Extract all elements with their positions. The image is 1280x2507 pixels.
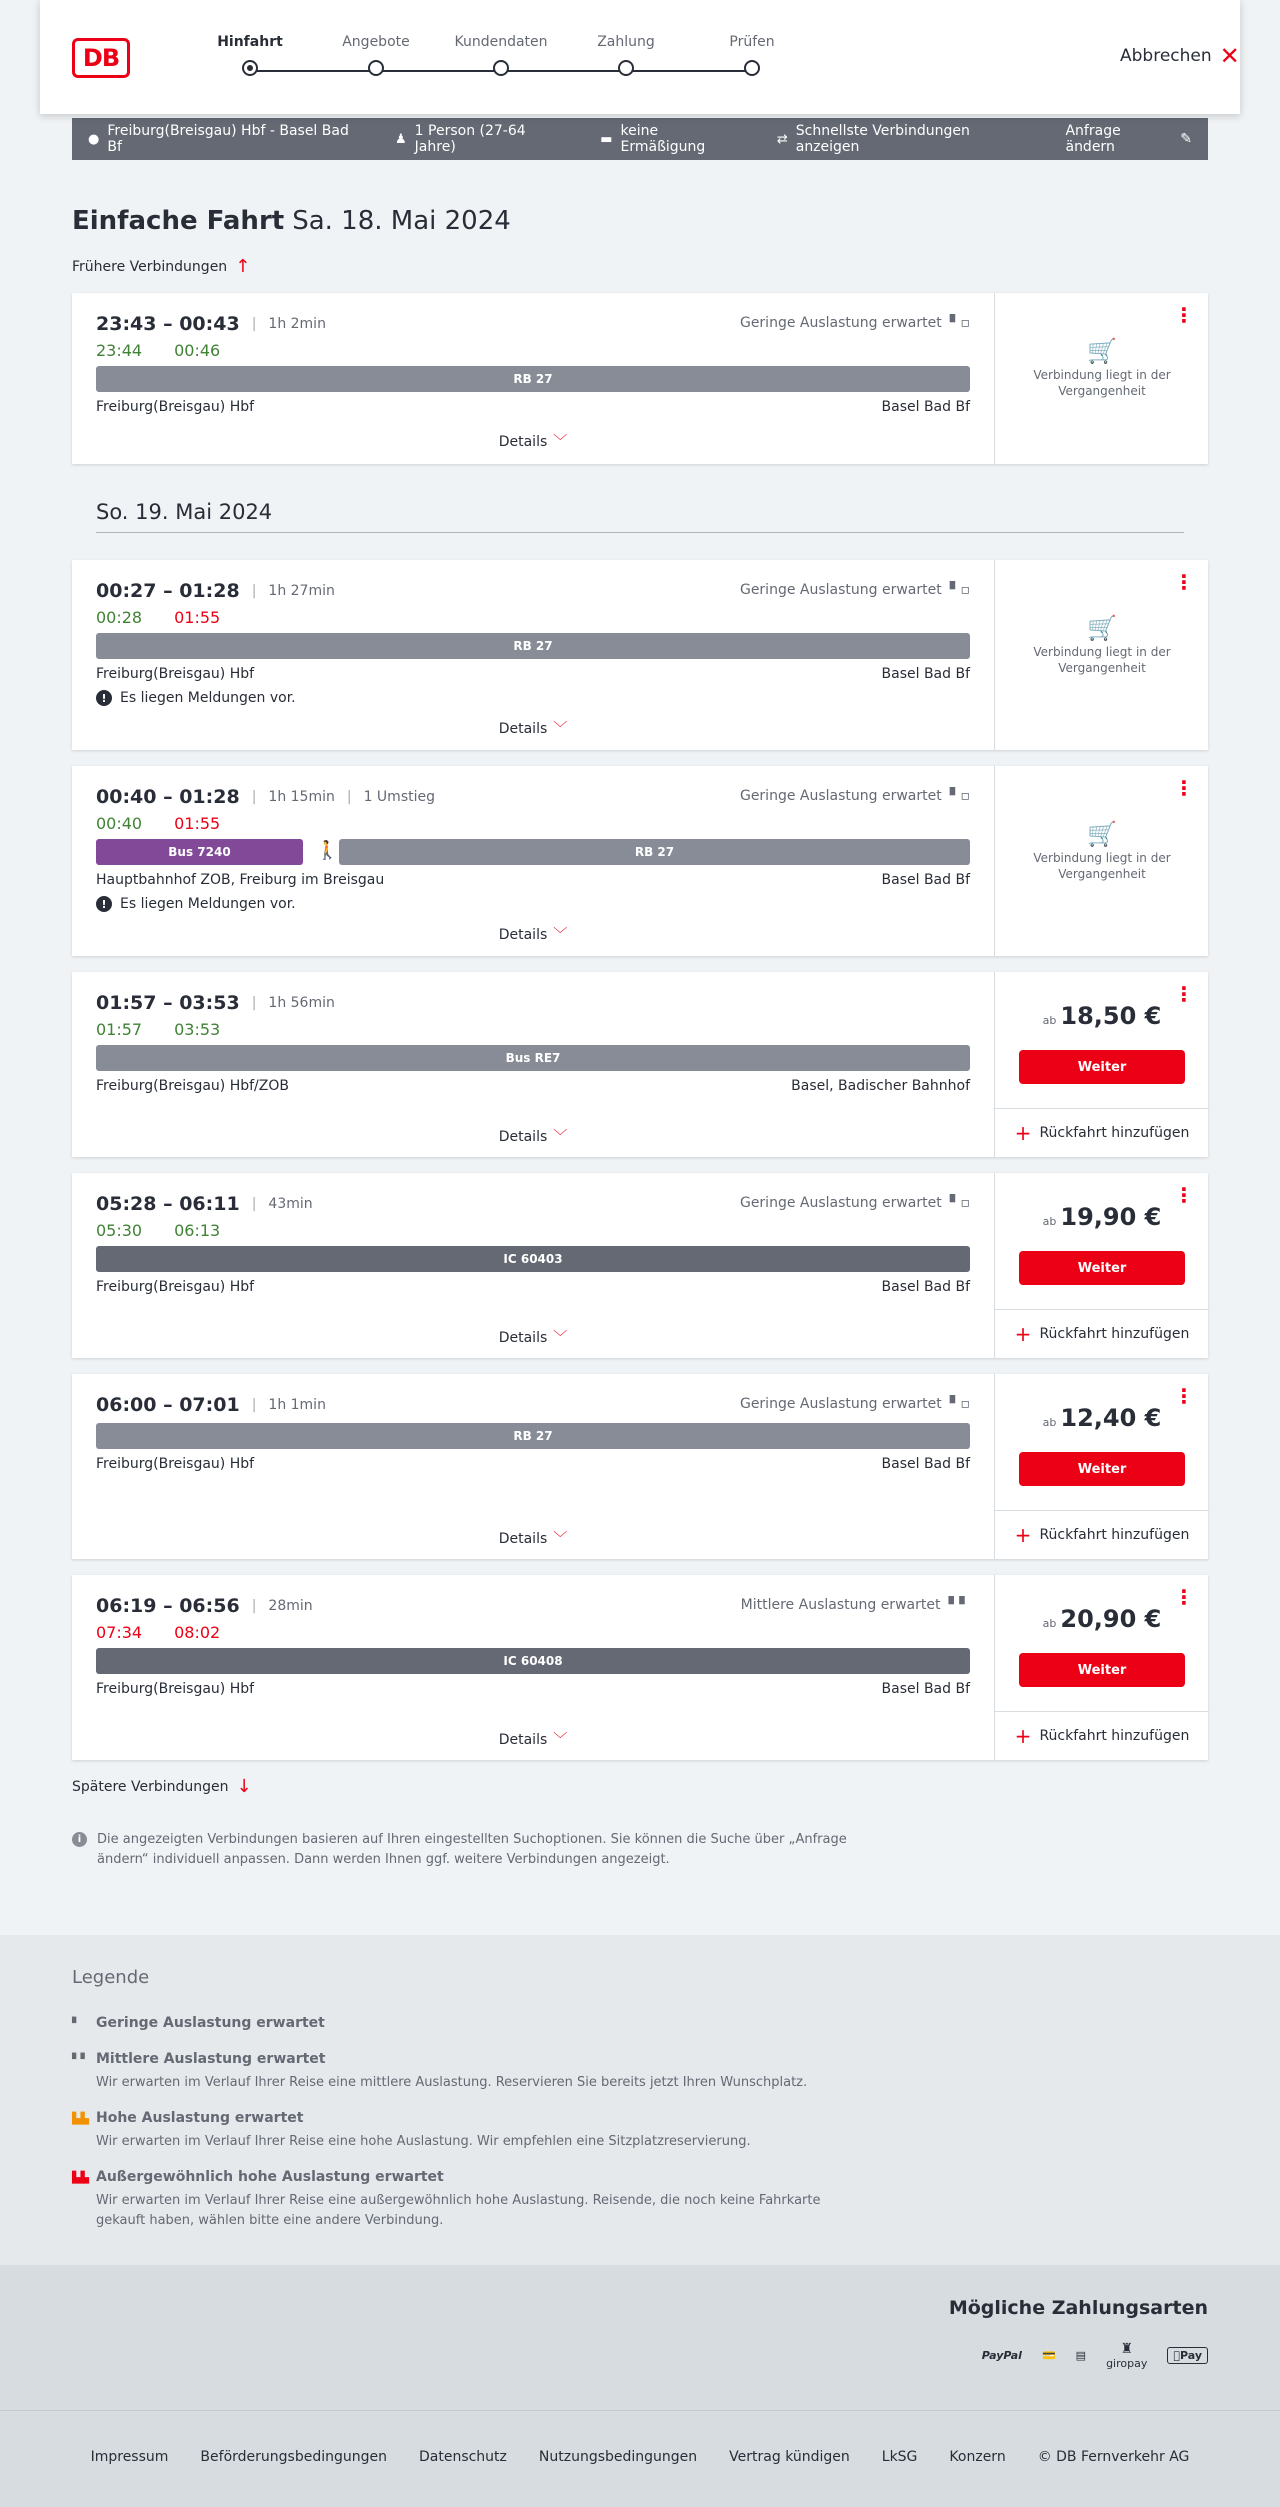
footer-link-impressum[interactable]: Impressum [90,2449,169,2465]
connection-main: 01:57 – 03:53 | 1h 56min 01:57 03:53 Bus RE7 Freiburg(Breisgau) Hbf/ZOB Basel, Badischer Bahnhof Details ﹀ [72,972,994,1157]
load-low-icon: ▘▫ [949,788,970,804]
step-label: Angebote [342,34,410,50]
connection-main: 06:19 – 06:56 | 28min 07:34 08:02 Mittlere Auslastung erwartet ▘▘ IC 60408 Freiburg(Breisgau) Hbf Basel Bad Bf Details ﹀ [72,1575,994,1760]
paypal-icon: PayPal [981,2349,1022,2362]
cancel-label: Abbrechen [1120,46,1212,66]
change-request-label: Anfrage ändern [1065,123,1121,155]
transfer-count: 1 Umstieg [363,789,435,805]
price [995,1002,1209,1030]
details-button[interactable] [72,1327,994,1347]
more-options-icon[interactable]: ⋮ [1174,570,1194,594]
cart-icon: 🛒 [1087,820,1117,848]
add-return-label: Rückfahrt hinzufügen [1039,1727,1190,1744]
departure-station: Freiburg(Breisgau) Hbf [96,1456,255,1472]
details-label: Details [498,721,548,737]
info-note [72,1830,852,1870]
connection-card [72,560,1208,750]
load-label: Geringe Auslastung erwartet [739,1195,942,1211]
realtime-arrival: 01:55 [174,814,221,833]
progress-steps [210,34,775,84]
trip-date: Sa. 18. Mai 2024 [292,206,511,236]
load-low-icon: ▘▫ [949,1195,970,1211]
details-button[interactable] [72,1528,994,1548]
past-text: Verbindung liegt in der Vergangenheit [1033,851,1171,881]
connection-card [72,1173,1208,1358]
train-bar[interactable]: RB 27 [96,1423,970,1449]
person-icon: ♟ [395,131,407,147]
arrow-down-icon: ↓ [236,1776,252,1797]
exclamation-icon: ! [96,690,112,706]
footer-link-nutzungsbedingungen[interactable]: Nutzungsbedingungen [538,2449,698,2465]
add-return-button[interactable] [995,1309,1209,1357]
connection-card [72,1575,1208,1760]
load-label: Geringe Auslastung erwartet [739,1396,942,1412]
exclamation-icon: ! [96,896,112,912]
connection-card [72,293,1208,464]
connection-duration: 1h 27min [268,583,335,599]
legend-title: Legende [72,1967,150,1988]
step-dot [368,60,384,76]
payment-methods [0,2265,1280,2410]
chevron-down-icon: ﹀ [553,1330,568,1346]
step-pruefen [697,34,807,76]
more-options-icon[interactable]: ⋮ [1174,982,1194,1006]
continue-button[interactable]: Weiter [1019,1251,1185,1285]
departure-station: Hauptbahnhof ZOB, Freiburg im Breisgau [96,872,385,888]
connection-duration: 1h 2min [268,316,326,332]
cancel-button[interactable] [1120,44,1240,68]
cart-icon: 🛒 [1087,614,1117,642]
footer-nav [0,2449,1280,2465]
load-label: Mittlere Auslastung erwartet [740,1597,941,1613]
details-label: Details [498,1129,548,1145]
realtime-arrival: 00:46 [174,341,221,360]
request-summary-bar [72,118,1208,160]
price-value: 12,40 € [1060,1404,1162,1432]
walk-icon: 🚶 [316,840,339,861]
price-prefix: ab [1042,1215,1057,1228]
realtime-arrival: 08:02 [174,1623,221,1642]
add-return-button[interactable] [995,1510,1209,1558]
realtime-arrival: 01:55 [174,608,221,627]
later-connections-link[interactable] [72,1776,252,1797]
step-hinfahrt [195,34,305,76]
price-prefix: ab [1042,1014,1057,1027]
departure-station: Freiburg(Breisgau) Hbf [96,1681,255,1697]
load-label: Geringe Auslastung erwartet [739,315,942,331]
request-fastest: Schnellste Verbindungen anzeigen [795,123,970,155]
more-options-icon[interactable]: ⋮ [1174,1384,1194,1408]
cart-icon: 🛒 [1087,337,1117,365]
step-dot [242,60,258,76]
realtime-departure: 07:34 [96,1623,143,1642]
arrival-station: Basel Bad Bf [881,1279,970,1295]
connection-main: 06:00 – 07:01 | 1h 1min Geringe Auslastung erwartet ▘▫ RB 27 Freiburg(Breisgau) Hbf Basel Bad Bf Details ﹀ [72,1374,994,1559]
load-low-icon: ▘▫ [949,315,970,331]
departure-station: Freiburg(Breisgau) Hbf [96,399,255,415]
chevron-down-icon: ﹀ [553,1531,568,1547]
legend-item-title: Hohe Auslastung erwartet [96,2110,304,2126]
connection-main: 00:27 – 01:28 | 1h 27min 00:28 01:55 Geringe Auslastung erwartet ▘▫ RB 27 Freiburg(Breisgau) Hbf Basel Bad Bf ! Es liegen Meldungen vor. Details ﹀ [72,560,994,750]
step-angebote [321,34,431,76]
connection-side [994,293,1208,464]
departure-station: Freiburg(Breisgau) Hbf [96,1279,255,1295]
plus-icon: + [1014,1120,1032,1145]
realtime-departure: 05:30 [96,1221,143,1240]
load-low-icon: ▘▫ [949,582,970,598]
apple-pay-icon [1167,2347,1208,2364]
info-text: Die angezeigten Verbindungen basieren auf Ihren eingestellten Suchoptionen. Sie können die Suche über „Anfrage ändern“ individuell anpassen. Dann werden Ihnen ggf. weitere Verbindungen angezeigt. [97,1832,847,1867]
arrival-station: Basel Bad Bf [881,872,970,888]
sepa-icon: ▤ [1075,2349,1087,2362]
header [40,0,1240,114]
credit-card-icon: 💳 [1041,2349,1056,2362]
arrival-station: Basel Bad Bf [881,399,970,415]
train-bar[interactable]: RB 27 [339,839,970,865]
chevron-down-icon: ﹀ [553,434,568,450]
giropay-label: giropay [1106,2357,1148,2370]
connection-duration: 1h 1min [268,1397,326,1413]
notice-text: Es liegen Meldungen vor. [120,690,296,706]
arrow-up-icon: ↑ [235,256,251,277]
earlier-connections-link[interactable] [72,256,250,277]
connection-time: 01:57 – 03:53 [96,992,240,1014]
continue-button[interactable]: Weiter [1019,1050,1185,1084]
chevron-down-icon: ﹀ [553,721,568,737]
connection-card [72,1374,1208,1559]
add-return-button[interactable] [995,1108,1209,1156]
realtime-departure: 01:57 [96,1020,143,1039]
continue-button[interactable]: Weiter [1019,1653,1185,1687]
past-connection-note [995,820,1209,882]
connection-side [994,766,1208,956]
connection-time: 05:28 – 06:11 [96,1193,240,1215]
past-connection-note [995,337,1209,399]
payment-title: Mögliche Zahlungsarten [948,2297,1208,2319]
connection-side [994,1374,1208,1559]
add-return-label: Rückfahrt hinzufügen [1039,1124,1190,1141]
connection-side [994,972,1208,1157]
load-high-icon: ▙▙ [72,2111,89,2125]
continue-button[interactable]: Weiter [1019,1452,1185,1486]
chevron-down-icon: ﹀ [553,1129,568,1145]
legend-item-title: Mittlere Auslastung erwartet [96,2051,326,2067]
footer-copyright: © DB Fernverkehr AG [1037,2449,1190,2465]
footer-link-befoerderungsbedingungen[interactable]: Beförderungsbedingungen [200,2449,387,2465]
step-dot [493,60,509,76]
step-label: Prüfen [729,34,775,50]
add-return-button[interactable] [995,1711,1209,1759]
load-medium-icon: ▘▘ [948,1597,970,1613]
footer [0,2410,1280,2507]
notice [96,690,296,706]
giropay-icon: ♜ giropay [1106,2341,1148,2370]
add-return-label: Rückfahrt hinzufügen [1039,1526,1190,1543]
price-value: 20,90 € [1060,1605,1162,1633]
chevron-down-icon: ﹀ [553,927,568,943]
step-label: Hinfahrt [217,34,283,50]
apple-pay-label: Pay [1179,2349,1202,2362]
more-options-icon[interactable]: ⋮ [1174,1585,1194,1609]
connection-duration: 1h 15min [268,789,335,805]
realtime-arrival: 03:53 [174,1020,221,1039]
details-label: Details [498,927,548,943]
page-title [72,206,511,236]
more-options-icon[interactable]: ⋮ [1174,1183,1194,1207]
train-bar[interactable]: Bus RE7 [96,1045,970,1071]
realtime-departure: 00:40 [96,814,143,833]
load-exceptional-icon: ▙▙ [72,2170,89,2184]
train-bar[interactable]: IC 60408 [96,1648,970,1674]
train-bar[interactable]: IC 60403 [96,1246,970,1272]
details-label: Details [498,1732,548,1748]
price [995,1404,1209,1432]
change-request-button[interactable] [1065,123,1192,155]
details-button[interactable] [72,924,994,944]
step-dot [618,60,634,76]
price-prefix: ab [1042,1617,1057,1630]
step-dot [744,60,760,76]
details-button[interactable] [72,1126,994,1146]
connection-side [994,1173,1208,1358]
details-button[interactable] [72,431,994,451]
train-bar[interactable]: RB 27 [96,366,970,392]
bahncard-icon: ▬ [600,131,613,147]
realtime-arrival: 06:13 [174,1221,221,1240]
footer-link-datenschutz[interactable]: Datenschutz [418,2449,507,2465]
details-label: Details [498,1330,548,1346]
past-connection-note [995,614,1209,676]
details-button[interactable] [72,718,994,738]
price [995,1203,1209,1231]
legend-item [72,2169,872,2231]
date-separator: So. 19. Mai 2024 [96,500,1184,533]
legend-item-desc: Wir erwarten im Verlauf Ihrer Reise eine hohe Auslastung. Wir empfehlen eine Sitzplatzreservierung. [96,2134,751,2149]
request-persons: 1 Person (27-64 Jahre) [414,123,526,155]
trip-type: Einfache Fahrt [72,206,285,236]
step-label: Kundendaten [454,34,548,50]
load-label: Geringe Auslastung erwartet [739,582,942,598]
chevron-down-icon: ﹀ [553,1732,568,1748]
bus-bar[interactable]: Bus 7240 [96,839,303,865]
more-options-icon[interactable]: ⋮ [1174,776,1194,800]
notice-text: Es liegen Meldungen vor. [120,896,296,912]
legend-item [72,2015,872,2031]
connection-card [72,972,1208,1157]
connection-duration: 43min [268,1196,313,1212]
request-discount: keine Ermäßigung [620,123,706,155]
plus-icon: + [1014,1321,1032,1346]
details-label: Details [498,434,548,450]
plus-icon: + [1014,1723,1032,1748]
earlier-label: Frühere Verbindungen [72,258,228,275]
connection-main: 05:28 – 06:11 | 43min 05:30 06:13 Geringe Auslastung erwartet ▘▫ IC 60403 Freiburg(Breisgau) Hbf Basel Bad Bf Details ﹀ [72,1173,994,1358]
plus-icon: + [1014,1522,1032,1547]
legend-item-title: Außergewöhnlich hohe Auslastung erwartet [96,2169,444,2185]
past-text: Verbindung liegt in der Vergangenheit [1033,368,1171,398]
step-kundendaten [446,34,556,76]
info-icon: i [72,1832,87,1847]
connection-main: 00:40 – 01:28 | 1h 15min | 1 Umstieg 00:40 01:55 Geringe Auslastung erwartet ▘▫ Bus 7240 🚶 RB 27 Hauptbahnhof ZOB, Freiburg im Breisgau Basel Bad Bf ! Es liegen Meldungen vor. Details ﹀ [72,766,994,956]
arrival-station: Basel Bad Bf [881,666,970,682]
arrival-station: Basel, Badischer Bahnhof [791,1078,970,1094]
pencil-icon: ✎ [1180,131,1192,147]
connection-main: 23:43 – 00:43 | 1h 2min 23:44 00:46 Geringe Auslastung erwartet ▘▫ RB 27 Freiburg(Breisgau) Hbf Basel Bad Bf Details ﹀ [72,293,994,464]
legend-item [72,2051,872,2093]
connection-side [994,560,1208,750]
load-low-icon: ▘▫ [949,1396,970,1412]
details-button[interactable] [72,1729,994,1749]
connection-time: 00:40 – 01:28 [96,786,240,808]
more-options-icon[interactable]: ⋮ [1174,303,1194,327]
load-low-icon: ▘ [72,2016,81,2030]
price-prefix: ab [1042,1416,1057,1429]
arrows-icon: ⇄ [776,131,788,147]
load-label: Geringe Auslastung erwartet [739,788,942,804]
connection-time: 06:19 – 06:56 [96,1595,240,1617]
connection-time: 06:00 – 07:01 [96,1394,240,1416]
realtime-departure: 23:44 [96,341,143,360]
legend-item [72,2110,872,2152]
add-return-label: Rückfahrt hinzufügen [1039,1325,1190,1342]
close-icon: ✕ [1219,42,1240,70]
price-value: 19,90 € [1060,1203,1162,1231]
legend [0,1935,1280,2265]
departure-station: Freiburg(Breisgau) Hbf [96,666,255,682]
arrival-station: Basel Bad Bf [881,1681,970,1697]
connection-card [72,766,1208,956]
footer-link-vertrag-kuendigen[interactable]: Vertrag kündigen [729,2449,850,2465]
later-label: Spätere Verbindungen [72,1778,229,1795]
legend-item-desc: Wir erwarten im Verlauf Ihrer Reise eine außergewöhnlich hohe Auslastung. Reisende, die noch keine Fahrkarte gekauft haben, wählen bitte eine andere Verbindung. [96,2193,821,2228]
notice [96,896,296,912]
legend-item-title: Geringe Auslastung erwartet [96,2015,325,2031]
connection-duration: 28min [268,1598,313,1614]
location-pin-icon: ● [88,131,100,147]
db-logo[interactable]: DB [72,38,130,78]
step-label: Zahlung [597,34,655,50]
past-text: Verbindung liegt in der Vergangenheit [1033,645,1171,675]
connection-time: 23:43 – 00:43 [96,313,240,335]
price-value: 18,50 € [1060,1002,1162,1030]
train-bar[interactable]: RB 27 [96,633,970,659]
details-label: Details [498,1531,548,1547]
footer-link-konzern[interactable]: Konzern [949,2449,1006,2465]
realtime-departure: 00:28 [96,608,143,627]
connection-time: 00:27 – 01:28 [96,580,240,602]
arrival-station: Basel Bad Bf [881,1456,970,1472]
step-zahlung [571,34,681,76]
connection-side [994,1575,1208,1760]
footer-link-lksg[interactable]: LkSG [881,2449,918,2465]
request-route: Freiburg(Breisgau) Hbf - Basel Bad Bf [107,123,349,155]
departure-station: Freiburg(Breisgau) Hbf/ZOB [96,1078,289,1094]
price [995,1605,1209,1633]
load-medium-icon: ▘▘ [72,2052,89,2066]
connection-duration: 1h 56min [268,995,335,1011]
legend-item-desc: Wir erwarten im Verlauf Ihrer Reise eine mittlere Auslastung. Reservieren Sie bereits jetzt Ihren Wunschplatz. [96,2075,808,2090]
